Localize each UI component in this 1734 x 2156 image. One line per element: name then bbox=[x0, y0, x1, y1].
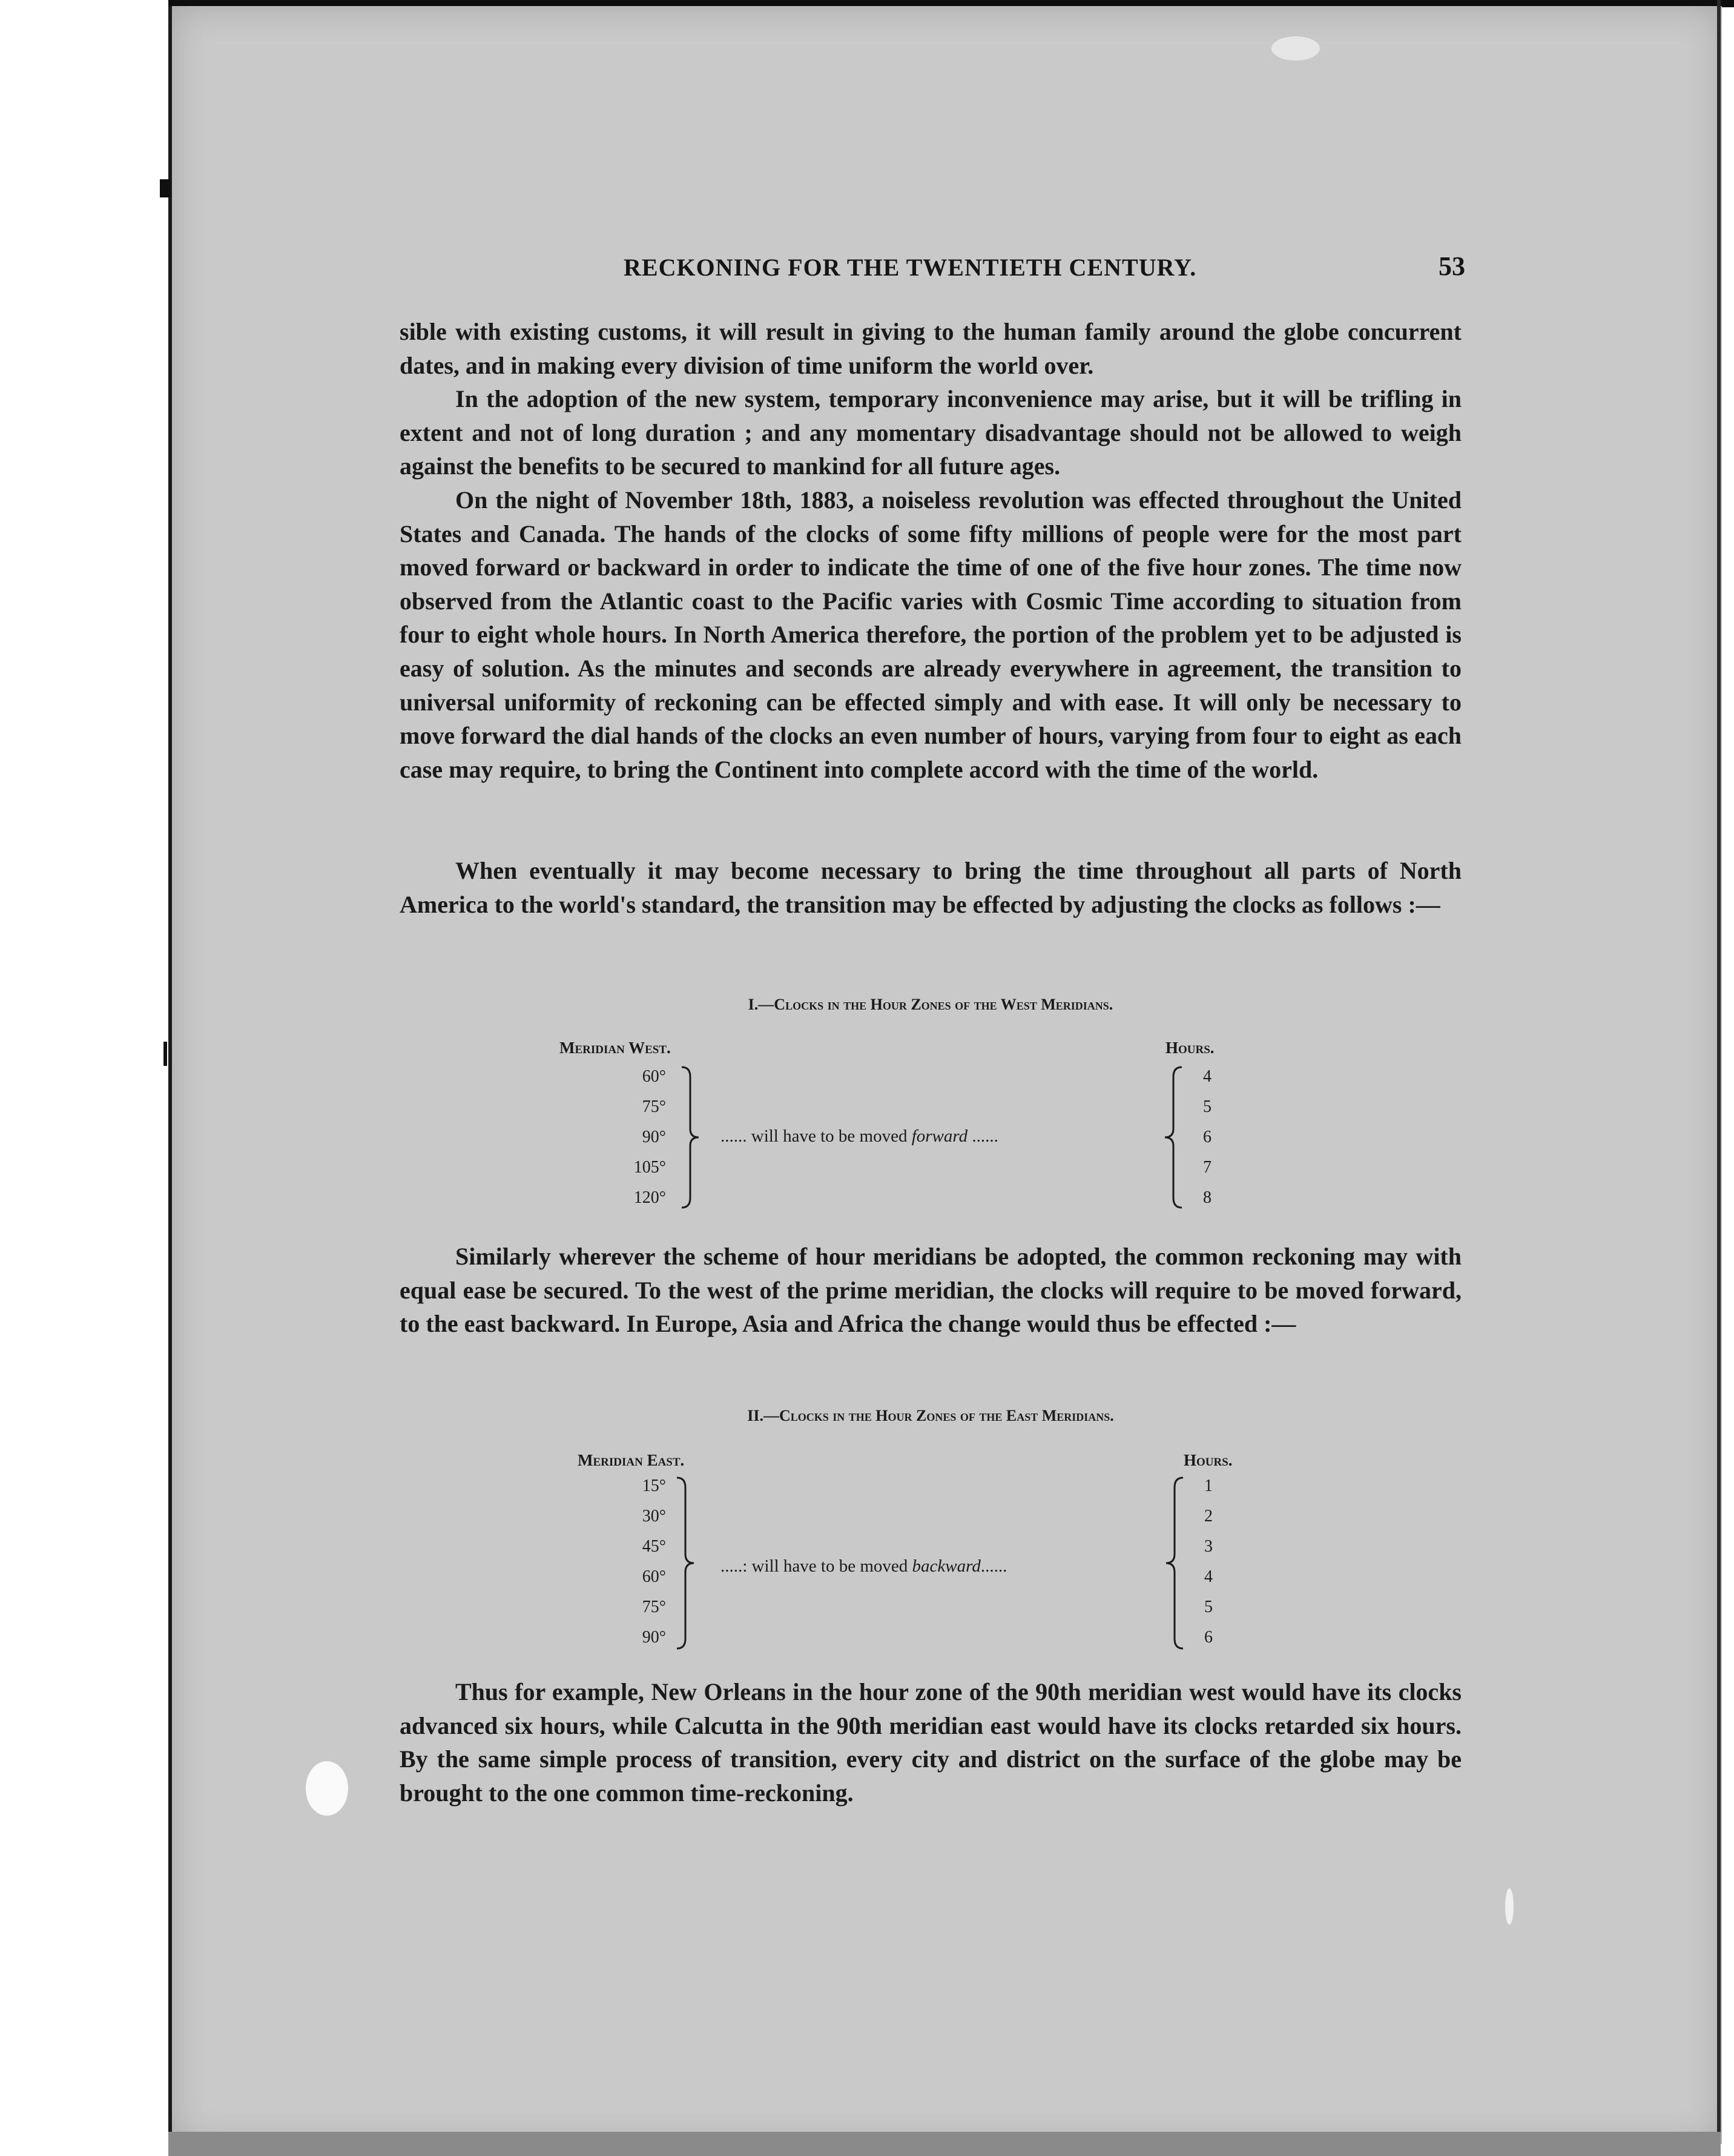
page-number: 53 bbox=[1439, 251, 1465, 281]
table-east-hour: 5 bbox=[1204, 1598, 1213, 1616]
scan-speck bbox=[306, 1761, 348, 1816]
table-east-hours-header: Hours. bbox=[1184, 1451, 1233, 1469]
paragraph-new-orleans-calcutta: Thus for example, New Orleans in the hour zone of the 90th meridian west would have its clocks advanced six hours, while Calcutta in the 90th meridian east would have its clocks retarded six hours. By the same simple process of transition, every city and district on the surface of the globe may be brought to the one common time-reckoning. bbox=[400, 1678, 1462, 1807]
table-east-hour: 6 bbox=[1204, 1628, 1213, 1647]
table-east-right-brace bbox=[1162, 1475, 1187, 1651]
paragraph-adoption: In the adoption of the new system, temporary inconvenience may arise, but it will be trifling in extent and not of long duration ; and any momentary disadvantage should not be allowed to weigh against the benefits to be secured to mankind for all future ages. bbox=[400, 385, 1462, 480]
table-west-instruction: ...... will have to be moved forward ...... bbox=[720, 1126, 998, 1146]
table-west-hour: 6 bbox=[1203, 1128, 1211, 1146]
table-east-hour: 2 bbox=[1204, 1507, 1213, 1526]
table-west-hour: 5 bbox=[1203, 1097, 1211, 1116]
scan-speck bbox=[1505, 1888, 1514, 1925]
table-east-hour: 3 bbox=[1204, 1537, 1213, 1556]
table-west-hour: 4 bbox=[1203, 1067, 1211, 1086]
table-east-meridian: 60° bbox=[642, 1567, 666, 1586]
table-east-hour: 4 bbox=[1204, 1567, 1213, 1586]
table-west-right-brace bbox=[1161, 1065, 1185, 1210]
table-east-meridian: 15° bbox=[642, 1476, 666, 1495]
table-west-meridian: 90° bbox=[642, 1128, 666, 1146]
table-west-hour: 8 bbox=[1203, 1188, 1211, 1207]
paragraph-continuation: sible with existing customs, it will result in giving to the human family around the globe concurrent dates, and in making every division of time uniform the world over. bbox=[400, 318, 1462, 379]
table-west-title: I.—Clocks in the Hour Zones of the West Meridians. bbox=[748, 996, 1113, 1013]
table-east-instruction: .....: will have to be moved backward...... bbox=[720, 1556, 1007, 1576]
table-east-title: II.—Clocks in the Hour Zones of the East Meridians. bbox=[747, 1407, 1114, 1424]
table-west-meridian: 120° bbox=[633, 1188, 666, 1207]
scan-mark bbox=[160, 179, 171, 197]
scan-mark bbox=[163, 1042, 167, 1066]
table-west-meridian: 75° bbox=[642, 1097, 666, 1116]
table-east-meridian: 45° bbox=[642, 1537, 666, 1556]
table-west-left-brace bbox=[678, 1065, 702, 1210]
running-title: RECKONING FOR THE TWENTIETH CENTURY. bbox=[624, 254, 1197, 281]
scan-bottom-edge bbox=[168, 2132, 1721, 2156]
table-east-left-brace bbox=[673, 1475, 697, 1651]
table-east-hour: 1 bbox=[1204, 1476, 1213, 1495]
table-east-meridian-header: Meridian East. bbox=[578, 1451, 685, 1469]
table-east-meridian: 30° bbox=[642, 1507, 666, 1526]
paragraph-hour-meridians: Similarly wherever the scheme of hour meridians be adopted, the common reckoning may with equal ease be secured. To the west of the prime meridian, the clocks will require to be moved forward, to the east backward. In Europe, Asia and Africa the change would thus be effected :— bbox=[400, 1243, 1462, 1338]
table-west-meridian-header: Meridian West. bbox=[559, 1039, 671, 1057]
table-west-hours-header: Hours. bbox=[1165, 1039, 1215, 1057]
table-east-meridian: 75° bbox=[642, 1598, 666, 1616]
table-west-meridian: 60° bbox=[642, 1067, 666, 1086]
table-east-meridian: 90° bbox=[642, 1628, 666, 1647]
scan-speck bbox=[1271, 36, 1320, 61]
table-west-meridian: 105° bbox=[633, 1158, 666, 1177]
scan-right-edge bbox=[1717, 0, 1721, 2156]
table-west-hour: 7 bbox=[1203, 1158, 1211, 1177]
paragraph-north-america: When eventually it may become necessary to bring the time throughout all parts of North America to the world's standard, the transition may be effected by adjusting the clocks as follows :— bbox=[400, 857, 1462, 918]
paragraph-1883-revolution: On the night of November 18th, 1883, a noiseless revolution was effected throughout the United States and Canada. The hands of the clocks of some fifty millions of people were for the most part moved forward or backward in order to indicate the time of one of the five hour zones. The time now observed from the Atlantic coast to the Pacific varies with Cosmic Time according to situation from four to eight whole hours. In North America therefore, the portion of the problem yet to be adjusted is easy of solution. As the minutes and seconds are already everywhere in agreement, the transition to universal uniformity of reckoning can be effected simply and with ease. It will only be necessary to move forward the dial hands of the clocks an even number of hours, varying from four to eight as each case may require, to bring the Continent into complete accord with the time of the world. bbox=[400, 486, 1462, 783]
